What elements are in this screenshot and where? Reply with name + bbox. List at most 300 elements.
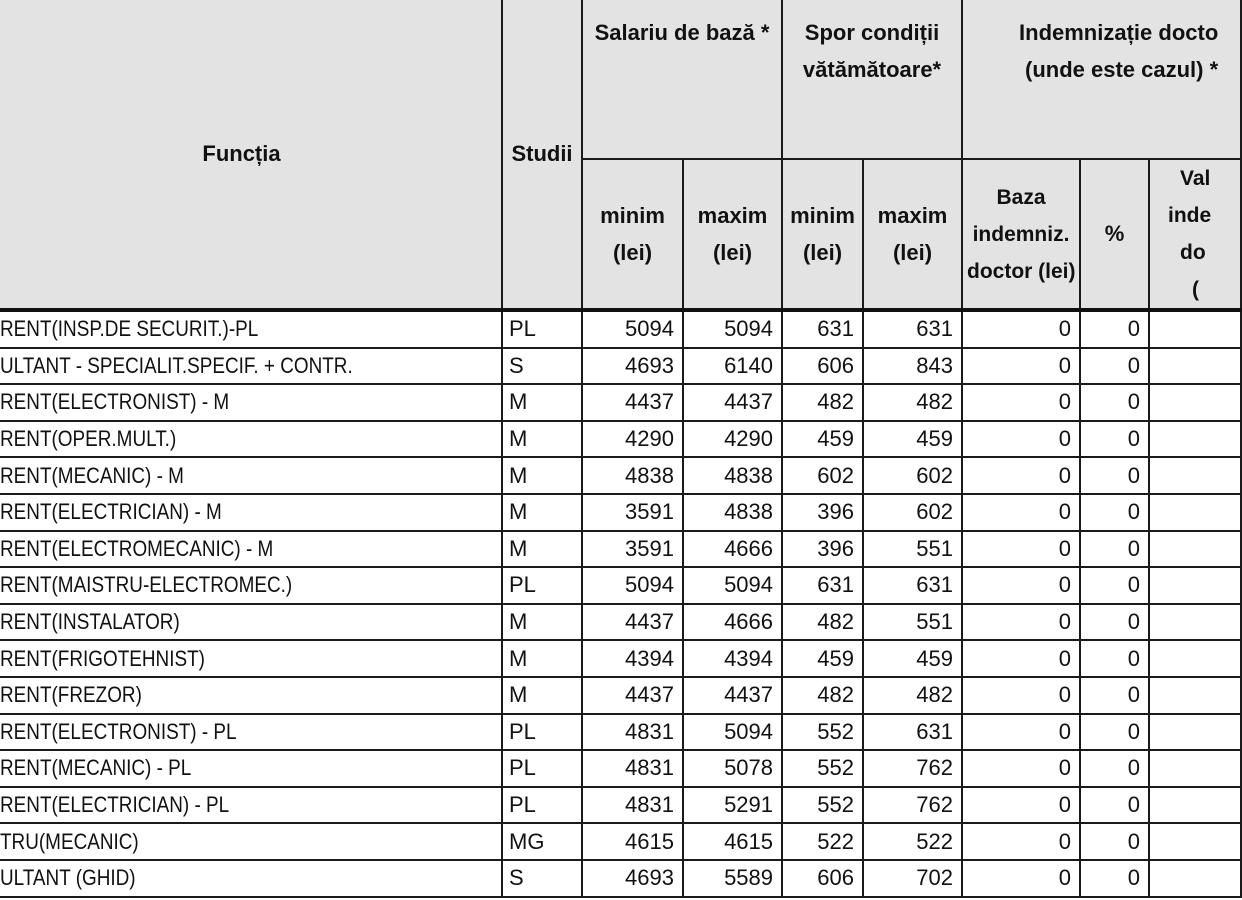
cell-salariu-maxim[interactable] [683, 567, 782, 604]
cell-valoare-indemnizatie[interactable] [1149, 860, 1241, 897]
cell-text-sal-min: 4693 [625, 865, 674, 891]
cell-studii[interactable] [502, 494, 582, 531]
cell-spor-minim[interactable] [782, 310, 863, 348]
cell-salariu-maxim[interactable] [683, 714, 782, 751]
header-lei-label: (lei) [712, 240, 753, 265]
cell-text-sal-max: 5589 [724, 865, 774, 891]
cell-text-spor-max: 482 [916, 389, 954, 415]
cell-functia[interactable] [0, 750, 502, 787]
cell-text-spor-max: 762 [916, 755, 954, 781]
cell-valoare-indemnizatie[interactable] [1149, 310, 1241, 348]
cell-salariu-minim[interactable] [582, 750, 683, 787]
cell-text-sal-max: 6140 [724, 352, 774, 378]
cell-procent[interactable] [1080, 567, 1149, 604]
cell-functia[interactable] [0, 384, 502, 421]
cell-text-studii: M [509, 389, 528, 415]
table-row [0, 787, 1241, 824]
cell-text-baza: 0 [1058, 828, 1072, 854]
cell-valoare-indemnizatie[interactable] [1149, 787, 1241, 824]
cell-spor-maxim[interactable] [863, 421, 962, 458]
cell-text-functia: RENT(INSP.DE SECURIT.)-PL [0, 316, 259, 342]
cell-baza-indemnizatie[interactable] [962, 750, 1080, 787]
cell-text-spor-min: 459 [817, 426, 855, 452]
cell-functia[interactable] [0, 640, 502, 677]
cell-text-spor-max: 762 [916, 792, 954, 818]
cell-text-functia: RENT(INSTALATOR) [0, 609, 180, 635]
cell-valoare-indemnizatie[interactable] [1149, 640, 1241, 677]
cell-salariu-minim[interactable] [582, 567, 683, 604]
cell-text-sal-min: 4437 [625, 389, 674, 415]
cell-valoare-indemnizatie[interactable] [1149, 348, 1241, 385]
header-studii[interactable]: Studii [502, 0, 582, 310]
cell-procent[interactable] [1080, 604, 1149, 641]
cell-text-spor-min: 552 [817, 718, 855, 744]
cell-valoare-indemnizatie[interactable] [1149, 421, 1241, 458]
cell-text-baza: 0 [1058, 792, 1072, 818]
cell-text-sal-min: 4290 [625, 426, 674, 452]
cell-functia[interactable] [0, 310, 502, 348]
cell-spor-maxim[interactable] [863, 677, 962, 714]
cell-spor-minim[interactable] [782, 348, 863, 385]
cell-baza-indemnizatie[interactable] [962, 348, 1080, 385]
cell-studii[interactable] [502, 531, 582, 568]
cell-valoare-indemnizatie[interactable] [1149, 567, 1241, 604]
cell-text-functia: ULTANT - SPECIALIT.SPECIF. + CONTR. [0, 352, 353, 378]
table-row [0, 310, 1241, 348]
table-row [0, 860, 1241, 897]
table-row [0, 348, 1241, 385]
header-spor-line1: Spor condiții [804, 20, 940, 45]
cell-text-functia: RENT(OPER.MULT.) [0, 426, 177, 452]
cell-text-sal-min: 3591 [625, 499, 674, 525]
header-spor-line2: vătămătoare* [802, 57, 942, 82]
cell-salariu-maxim[interactable] [683, 677, 782, 714]
cell-studii[interactable] [502, 604, 582, 641]
table-row [0, 384, 1241, 421]
cell-procent[interactable] [1080, 677, 1149, 714]
cell-text-studii: S [509, 352, 524, 378]
cell-baza-indemnizatie[interactable] [962, 677, 1080, 714]
cell-text-sal-min: 3591 [625, 535, 674, 561]
cell-text-functia: RENT(MECANIC) - M [0, 462, 184, 488]
cell-procent[interactable] [1080, 860, 1149, 897]
cell-salariu-maxim[interactable] [683, 348, 782, 385]
cell-valoare-indemnizatie[interactable] [1149, 457, 1241, 494]
cell-procent[interactable] [1080, 714, 1149, 751]
cell-baza-indemnizatie[interactable] [962, 457, 1080, 494]
cell-functia[interactable] [0, 348, 502, 385]
table-row [0, 677, 1241, 714]
cell-text-pct: 0 [1127, 609, 1141, 635]
cell-spor-minim[interactable] [782, 567, 863, 604]
header-baza-line3: doctor (lei) [967, 259, 1076, 283]
cell-spor-minim[interactable] [782, 714, 863, 751]
header-functia[interactable]: Funcția [0, 0, 502, 310]
cell-text-functia: RENT(MECANIC) - PL [0, 755, 192, 781]
cell-text-pct: 0 [1127, 718, 1141, 744]
cell-spor-minim[interactable] [782, 677, 863, 714]
cell-text-baza: 0 [1058, 865, 1072, 891]
cell-text-sal-min: 4394 [625, 645, 674, 671]
cell-text-sal-max: 4437 [724, 389, 774, 415]
header-lei-label: (lei) [892, 240, 933, 265]
cell-baza-indemnizatie[interactable] [962, 567, 1080, 604]
cell-text-studii: M [509, 426, 528, 452]
cell-text-spor-min: 602 [817, 462, 855, 488]
header-salariu-de-baza[interactable]: Salariu de bază * [582, 0, 782, 159]
cell-text-spor-max: 602 [916, 499, 954, 525]
cell-spor-minim[interactable] [782, 421, 863, 458]
cell-text-sal-max: 4838 [724, 499, 774, 525]
table-row [0, 714, 1241, 751]
cell-procent[interactable] [1080, 457, 1149, 494]
cell-salariu-minim[interactable] [582, 860, 683, 897]
table-row [0, 421, 1241, 458]
cell-text-pct: 0 [1127, 535, 1141, 561]
header-salariu-minim[interactable] [582, 159, 683, 310]
table-row [0, 457, 1241, 494]
cell-text-pct: 0 [1127, 499, 1141, 525]
cell-text-spor-max: 459 [916, 426, 954, 452]
cell-salariu-minim[interactable] [582, 531, 683, 568]
cell-spor-maxim[interactable] [863, 604, 962, 641]
cell-functia[interactable] [0, 567, 502, 604]
header-val-line3: do [1180, 241, 1206, 264]
cell-functia[interactable] [0, 714, 502, 751]
cell-studii[interactable] [502, 384, 582, 421]
cell-text-studii: PL [509, 572, 536, 598]
cell-text-pct: 0 [1127, 682, 1141, 708]
header-valoare-indemnizatie[interactable] [1149, 159, 1241, 310]
cell-valoare-indemnizatie[interactable] [1149, 750, 1241, 787]
cell-spor-maxim[interactable] [863, 823, 962, 860]
cell-valoare-indemnizatie[interactable] [1149, 531, 1241, 568]
cell-salariu-minim[interactable] [582, 640, 683, 677]
cell-studii[interactable] [502, 348, 582, 385]
cell-salariu-minim[interactable] [582, 384, 683, 421]
header-indemn-line2: (unde este cazul) * [1025, 57, 1219, 82]
cell-text-spor-min: 606 [817, 865, 855, 891]
cell-studii[interactable] [502, 750, 582, 787]
table-body [0, 310, 1241, 897]
cell-baza-indemnizatie[interactable] [962, 421, 1080, 458]
cell-salariu-minim[interactable] [582, 823, 683, 860]
cell-text-sal-min: 4831 [625, 755, 674, 781]
cell-functia[interactable] [0, 421, 502, 458]
header-spor-minim[interactable] [782, 159, 863, 310]
cell-text-baza: 0 [1058, 572, 1072, 598]
cell-spor-maxim[interactable] [863, 567, 962, 604]
header-val-line1: Val [1180, 167, 1211, 190]
cell-salariu-maxim[interactable] [683, 604, 782, 641]
cell-procent[interactable] [1080, 750, 1149, 787]
cell-salariu-minim[interactable] [582, 421, 683, 458]
cell-text-sal-min: 4615 [625, 828, 674, 854]
cell-baza-indemnizatie[interactable] [962, 604, 1080, 641]
header-salariu-maxim[interactable] [683, 159, 782, 310]
cell-text-pct: 0 [1127, 352, 1141, 378]
cell-text-spor-min: 396 [817, 535, 855, 561]
cell-studii[interactable] [502, 823, 582, 860]
cell-spor-maxim[interactable] [863, 494, 962, 531]
cell-studii[interactable] [502, 567, 582, 604]
cell-text-baza: 0 [1058, 352, 1072, 378]
table-row [0, 604, 1241, 641]
cell-studii[interactable] [502, 310, 582, 348]
cell-text-studii: M [509, 535, 528, 561]
cell-text-spor-max: 631 [916, 316, 954, 342]
cell-valoare-indemnizatie[interactable] [1149, 604, 1241, 641]
cell-text-spor-min: 631 [817, 572, 855, 598]
cell-text-sal-min: 4693 [625, 352, 674, 378]
cell-studii[interactable] [502, 640, 582, 677]
header-minim-label: minim [790, 203, 855, 228]
cell-studii[interactable] [502, 860, 582, 897]
cell-text-sal-max: 5094 [724, 316, 774, 342]
cell-salariu-maxim[interactable] [683, 384, 782, 421]
cell-procent[interactable] [1080, 823, 1149, 860]
cell-text-baza: 0 [1058, 316, 1072, 342]
cell-text-spor-max: 631 [916, 572, 954, 598]
cell-valoare-indemnizatie[interactable] [1149, 823, 1241, 860]
cell-text-studii: M [509, 645, 528, 671]
cell-text-baza: 0 [1058, 499, 1072, 525]
cell-salariu-maxim[interactable] [683, 823, 782, 860]
cell-baza-indemnizatie[interactable] [962, 860, 1080, 897]
cell-text-pct: 0 [1127, 572, 1141, 598]
cell-text-functia: RENT(ELECTRONIST) - PL [0, 718, 237, 744]
cell-procent[interactable] [1080, 787, 1149, 824]
cell-salariu-maxim[interactable] [683, 421, 782, 458]
header-minim-label: minim [600, 203, 665, 228]
header-baza-line1: Baza [996, 185, 1046, 209]
cell-studii[interactable] [502, 457, 582, 494]
cell-studii[interactable] [502, 677, 582, 714]
cell-baza-indemnizatie[interactable] [962, 494, 1080, 531]
cell-valoare-indemnizatie[interactable] [1149, 384, 1241, 421]
cell-spor-minim[interactable] [782, 750, 863, 787]
cell-functia[interactable] [0, 531, 502, 568]
cell-text-spor-min: 606 [817, 352, 855, 378]
cell-studii[interactable] [502, 787, 582, 824]
cell-spor-minim[interactable] [782, 823, 863, 860]
cell-text-baza: 0 [1058, 718, 1072, 744]
cell-spor-maxim[interactable] [863, 750, 962, 787]
cell-text-sal-max: 4666 [724, 535, 774, 561]
cell-valoare-indemnizatie[interactable] [1149, 714, 1241, 751]
cell-procent[interactable] [1080, 421, 1149, 458]
cell-text-functia: RENT(FREZOR) [0, 682, 142, 708]
cell-spor-maxim[interactable] [863, 860, 962, 897]
cell-spor-maxim[interactable] [863, 714, 962, 751]
cell-text-functia: RENT(ELECTROMECANIC) - M [0, 535, 274, 561]
cell-spor-minim[interactable] [782, 604, 863, 641]
cell-spor-maxim[interactable] [863, 787, 962, 824]
cell-spor-maxim[interactable] [863, 640, 962, 677]
header-val-line4: ( [1192, 278, 1200, 301]
cell-text-pct: 0 [1127, 792, 1141, 818]
cell-salariu-minim[interactable] [582, 787, 683, 824]
cell-text-baza: 0 [1058, 426, 1072, 452]
cell-text-studii: M [509, 499, 528, 525]
cell-text-pct: 0 [1127, 316, 1141, 342]
cell-text-studii: PL [509, 718, 536, 744]
cell-text-baza: 0 [1058, 755, 1072, 781]
cell-text-baza: 0 [1058, 535, 1072, 561]
cell-spor-maxim[interactable] [863, 531, 962, 568]
cell-functia[interactable] [0, 604, 502, 641]
cell-text-sal-max: 4437 [724, 682, 774, 708]
cell-text-spor-min: 631 [817, 316, 855, 342]
cell-text-studii: MG [509, 828, 545, 854]
cell-procent[interactable] [1080, 494, 1149, 531]
cell-text-sal-min: 4831 [625, 718, 674, 744]
header-maxim-label: maxim [877, 203, 948, 228]
cell-functia[interactable] [0, 787, 502, 824]
cell-baza-indemnizatie[interactable] [962, 823, 1080, 860]
cell-text-sal-max: 4290 [724, 426, 774, 452]
cell-text-studii: PL [509, 792, 536, 818]
cell-text-sal-max: 5078 [724, 755, 774, 781]
cell-procent[interactable] [1080, 310, 1149, 348]
cell-salariu-maxim[interactable] [683, 494, 782, 531]
cell-text-spor-max: 843 [916, 352, 954, 378]
cell-text-pct: 0 [1127, 389, 1141, 415]
cell-salariu-maxim[interactable] [683, 860, 782, 897]
cell-procent[interactable] [1080, 640, 1149, 677]
header-procent[interactable]: % [1080, 159, 1149, 310]
cell-spor-minim[interactable] [782, 860, 863, 897]
cell-salariu-maxim[interactable] [683, 310, 782, 348]
table-row [0, 640, 1241, 677]
cell-text-functia: RENT(MAISTRU-ELECTROMEC.) [0, 572, 293, 598]
header-spor-maxim[interactable] [863, 159, 962, 310]
cell-text-spor-max: 482 [916, 682, 954, 708]
cell-functia[interactable] [0, 823, 502, 860]
cell-functia[interactable] [0, 860, 502, 897]
cell-functia[interactable] [0, 494, 502, 531]
header-indemnizatie-doctor[interactable] [962, 0, 1241, 159]
cell-text-spor-max: 631 [916, 718, 954, 744]
cell-salariu-maxim[interactable] [683, 457, 782, 494]
header-val-line2: inde [1168, 204, 1212, 227]
cell-spor-maxim[interactable] [863, 310, 962, 348]
cell-text-functia: RENT(ELECTRICIAN) - M [0, 499, 222, 525]
cell-text-pct: 0 [1127, 462, 1141, 488]
cell-text-sal-max: 5094 [724, 572, 774, 598]
cell-text-baza: 0 [1058, 609, 1072, 635]
cell-text-pct: 0 [1127, 645, 1141, 671]
cell-text-studii: M [509, 682, 528, 708]
cell-salariu-minim[interactable] [582, 457, 683, 494]
cell-salariu-minim[interactable] [582, 348, 683, 385]
cell-procent[interactable] [1080, 384, 1149, 421]
cell-text-studii: M [509, 462, 528, 488]
cell-text-spor-max: 522 [916, 828, 954, 854]
cell-baza-indemnizatie[interactable] [962, 310, 1080, 348]
cell-text-sal-max: 4838 [724, 462, 774, 488]
cell-text-studii: S [509, 865, 524, 891]
cell-text-sal-max: 4394 [724, 645, 774, 671]
table-row [0, 494, 1241, 531]
table-row [0, 750, 1241, 787]
cell-valoare-indemnizatie[interactable] [1149, 677, 1241, 714]
cell-text-sal-min: 4437 [625, 609, 674, 635]
cell-studii[interactable] [502, 714, 582, 751]
cell-baza-indemnizatie[interactable] [962, 640, 1080, 677]
cell-spor-minim[interactable] [782, 787, 863, 824]
cell-salariu-maxim[interactable] [683, 750, 782, 787]
cell-text-functia: ULTANT (GHID) [0, 865, 136, 891]
header-lei-label: (lei) [802, 240, 843, 265]
cell-baza-indemnizatie[interactable] [962, 787, 1080, 824]
cell-text-spor-min: 482 [817, 609, 855, 635]
cell-text-spor-min: 459 [817, 645, 855, 671]
cell-spor-maxim[interactable] [863, 457, 962, 494]
header-spor-conditii[interactable] [782, 0, 962, 159]
cell-spor-maxim[interactable] [863, 348, 962, 385]
cell-salariu-minim[interactable] [582, 494, 683, 531]
cell-salariu-minim[interactable] [582, 310, 683, 348]
cell-text-spor-min: 482 [817, 682, 855, 708]
cell-text-studii: PL [509, 755, 536, 781]
cell-functia[interactable] [0, 677, 502, 714]
cell-salariu-minim[interactable] [582, 604, 683, 641]
cell-spor-maxim[interactable] [863, 384, 962, 421]
cell-text-functia: RENT(ELECTRONIST) - M [0, 389, 230, 415]
cell-baza-indemnizatie[interactable] [962, 714, 1080, 751]
cell-salariu-maxim[interactable] [683, 531, 782, 568]
cell-text-spor-max: 551 [916, 609, 954, 635]
cell-text-spor-min: 482 [817, 389, 855, 415]
cell-spor-minim[interactable] [782, 494, 863, 531]
cell-spor-minim[interactable] [782, 384, 863, 421]
cell-salariu-maxim[interactable] [683, 640, 782, 677]
cell-text-baza: 0 [1058, 389, 1072, 415]
cell-functia[interactable] [0, 457, 502, 494]
table-row [0, 567, 1241, 604]
cell-salariu-minim[interactable] [582, 714, 683, 751]
header-baza-indemnizatie[interactable] [962, 159, 1080, 310]
cell-text-sal-min: 5094 [625, 572, 674, 598]
cell-baza-indemnizatie[interactable] [962, 384, 1080, 421]
table-header [0, 0, 1241, 310]
cell-text-functia: RENT(ELECTRICIAN) - PL [0, 792, 230, 818]
cell-procent[interactable] [1080, 531, 1149, 568]
cell-text-sal-max: 4666 [724, 609, 774, 635]
cell-text-spor-max: 702 [916, 865, 954, 891]
cell-text-baza: 0 [1058, 645, 1072, 671]
cell-salariu-minim[interactable] [582, 677, 683, 714]
cell-text-sal-min: 4838 [625, 462, 674, 488]
cell-text-spor-max: 459 [916, 645, 954, 671]
cell-spor-minim[interactable] [782, 531, 863, 568]
cell-baza-indemnizatie[interactable] [962, 531, 1080, 568]
cell-salariu-maxim[interactable] [683, 787, 782, 824]
cell-text-functia: TRU(MECANIC) [0, 828, 139, 854]
cell-procent[interactable] [1080, 348, 1149, 385]
cell-valoare-indemnizatie[interactable] [1149, 494, 1241, 531]
cell-spor-minim[interactable] [782, 640, 863, 677]
cell-text-spor-min: 396 [817, 499, 855, 525]
cell-text-spor-max: 551 [916, 535, 954, 561]
cell-spor-minim[interactable] [782, 457, 863, 494]
cell-text-studii: M [509, 609, 528, 635]
cell-text-sal-min: 4437 [625, 682, 674, 708]
cell-text-baza: 0 [1058, 682, 1072, 708]
cell-text-spor-min: 552 [817, 792, 855, 818]
cell-studii[interactable] [502, 421, 582, 458]
